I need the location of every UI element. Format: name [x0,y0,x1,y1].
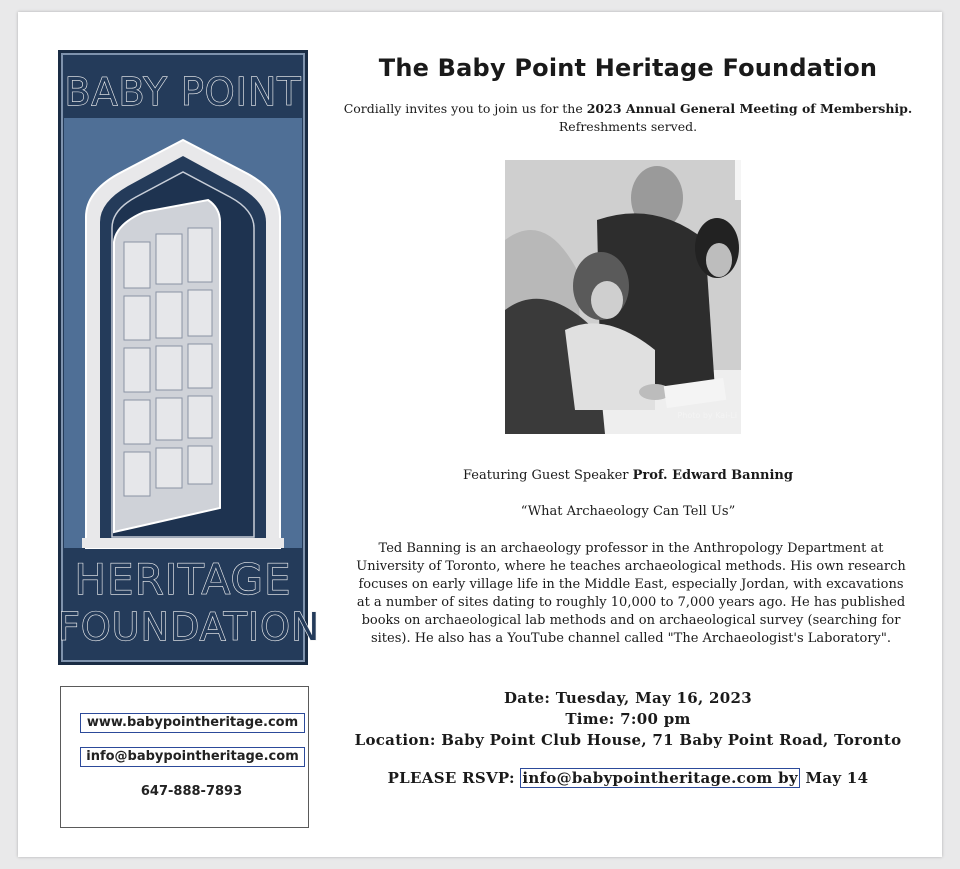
contact-box [60,686,309,828]
talk-title: “What Archaeology Can Tell Us” [520,504,736,519]
email-link[interactable]: info@babypointheritage.com [80,747,305,767]
rsvp-email-link[interactable]: info@babypointheritage.com by [522,769,798,787]
speaker-photo [505,160,741,434]
rsvp-deadline: May 14 [799,769,869,787]
invitation-page [18,12,942,857]
door-arch-icon [58,112,308,552]
invite-prefix: Cordially invites you to join us for the [343,101,587,116]
logo-title-line-3: FOUNDATION [58,605,321,649]
rsvp-line [328,769,928,787]
foundation-logo [58,50,321,665]
refreshments-note: Refreshments served. [558,119,698,134]
speaker-name: Prof. Edward Banning [632,468,793,483]
photo-credit: Photo by Kai-Li [677,411,737,420]
phone-number: 647-888-7893 [140,784,243,799]
invite-event: 2023 Annual General Meeting of Membership. [586,101,913,116]
guest-speaker-line [328,468,928,483]
website-link[interactable]: www.babypointheritage.com [80,713,305,733]
event-date: Date: Tuesday, May 16, 2023 [504,689,752,707]
speaker-prefix: Featuring Guest Speaker [463,468,633,483]
event-location: Location: Baby Point Club House, 71 Baby Point Road, Toronto [354,731,902,749]
event-time: Time: 7:00 pm [565,710,691,728]
invitation-text [328,100,928,136]
logo-title-line-2: HERITAGE [74,555,292,604]
logo-title-line-1: BABY POINT [64,70,302,114]
people-photo-icon [505,160,741,434]
speaker-bio: Ted Banning is an archaeology professor in the Anthropology Department at University of Toronto, where he teaches archaeological methods. His own research focuses on early village life in the Middle East, especially Jordan, with excavations at a number of sites dating to roughly 10,000 to 7,000 years ago. He has published books on archaeological lab methods and on archaeological survey (searching for sites). He also has a YouTube channel called "The Archaeologist's Laboratory". [356,541,906,646]
rsvp-prefix: PLEASE RSVP: [387,769,521,787]
page-title: The Baby Point Heritage Foundation [378,54,878,82]
event-details [328,688,928,751]
